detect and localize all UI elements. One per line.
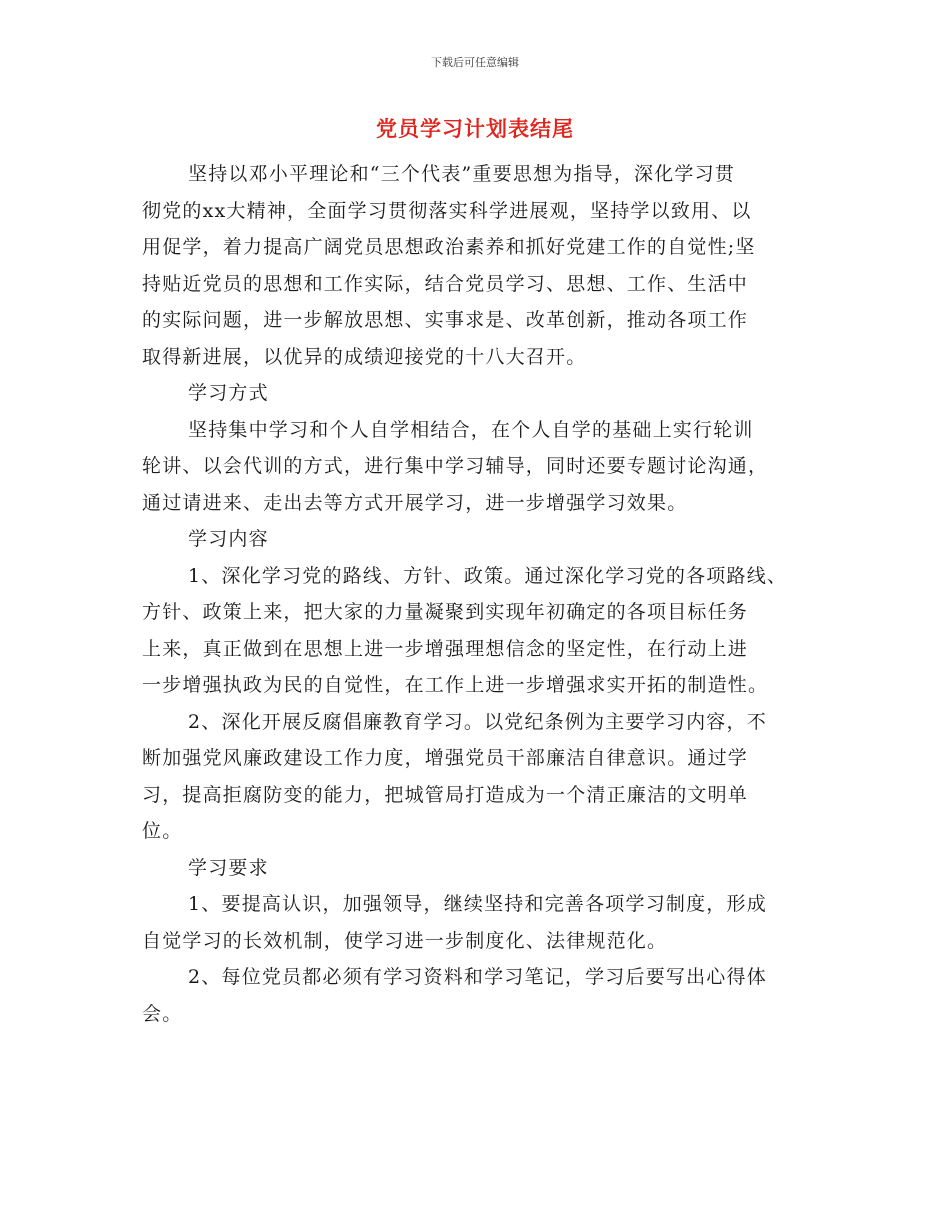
text-line: 坚持集中学习和个人自学相结合，在个人自学的基础上实行轮训	[188, 418, 754, 441]
text-line: 取得新进展，以优异的成绩迎接党的十八大召开。	[142, 345, 587, 368]
paragraph-content-2	[142, 704, 814, 850]
text-line: 1、要提高认识，加强领导，继续坚持和完善各项学习制度，形成	[188, 893, 767, 915]
text-line: 2、每位党员都必须有学习资料和学习笔记，学习后要写出心得体	[188, 966, 767, 988]
text-line: 1、深化学习党的路线、方针、政策。通过深化学习党的各项路线、	[188, 564, 788, 587]
text-line: 持贴近党员的思想和工作实际，结合党员学习、思想、工作、生活中	[142, 272, 749, 295]
paragraph-requirement-1	[142, 886, 814, 959]
text-line: 轮讲、以会代训的方式，进行集中学习辅导，同时还要专题讨论沟通，	[142, 455, 769, 477]
document-title: 党员学习计划表结尾	[376, 117, 574, 141]
text-line: 习，提高拒腐防变的能力，把城管局打造成为一个清正廉洁的文明单	[142, 783, 749, 806]
paragraph-requirement-2	[142, 959, 814, 1032]
text-line: 会。	[142, 1002, 183, 1025]
paragraph-intro	[142, 156, 814, 375]
paragraph-content-1	[142, 558, 814, 704]
text-line: 位。	[142, 820, 183, 842]
text-line: 坚持以邓小平理论和“三个代表”重要思想为指导，深化学习贯	[188, 163, 736, 185]
text-line: 自觉学习的长效机制，使学习进一步制度化、法律规范化。	[142, 929, 668, 952]
text-line: 通过请进来、走出去等方式开展学习，进一步增强学习效果。	[142, 491, 688, 514]
paragraph-method	[142, 412, 814, 522]
text-line: 断加强党风廉政建设工作力度，增强党员干部廉洁自律意识。通过学	[142, 747, 749, 769]
text-line: 彻党的xx大精神，全面学习贯彻落实科学进展观，坚持学以致用、以	[142, 199, 752, 222]
text-line: 上来，真正做到在思想上进一步增强理想信念的坚定性，在行动上进	[142, 637, 749, 660]
section-heading-requirements: 学习要求	[188, 856, 269, 879]
document-body	[142, 156, 814, 1032]
section-heading-method: 学习方式	[188, 382, 269, 404]
text-line: 用促学，着力提高广阔党员思想政治素养和抓好党建工作的自觉性;坚	[142, 236, 756, 258]
text-line: 一步增强执政为民的自觉性，在工作上进一步增强求实开拓的制造性。	[142, 674, 769, 696]
header-note: 下载后可任意编辑	[431, 56, 519, 69]
text-line: 方针、政策上来，把大家的力量凝聚到实现年初确定的各项目标任务	[142, 601, 749, 623]
section-heading-content: 学习内容	[188, 528, 269, 550]
text-line: 的实际问题，进一步解放思想、实事求是、改革创新，推动各项工作	[142, 309, 749, 331]
text-line: 2、深化开展反腐倡廉教育学习。以党纪条例为主要学习内容，不	[188, 710, 767, 733]
